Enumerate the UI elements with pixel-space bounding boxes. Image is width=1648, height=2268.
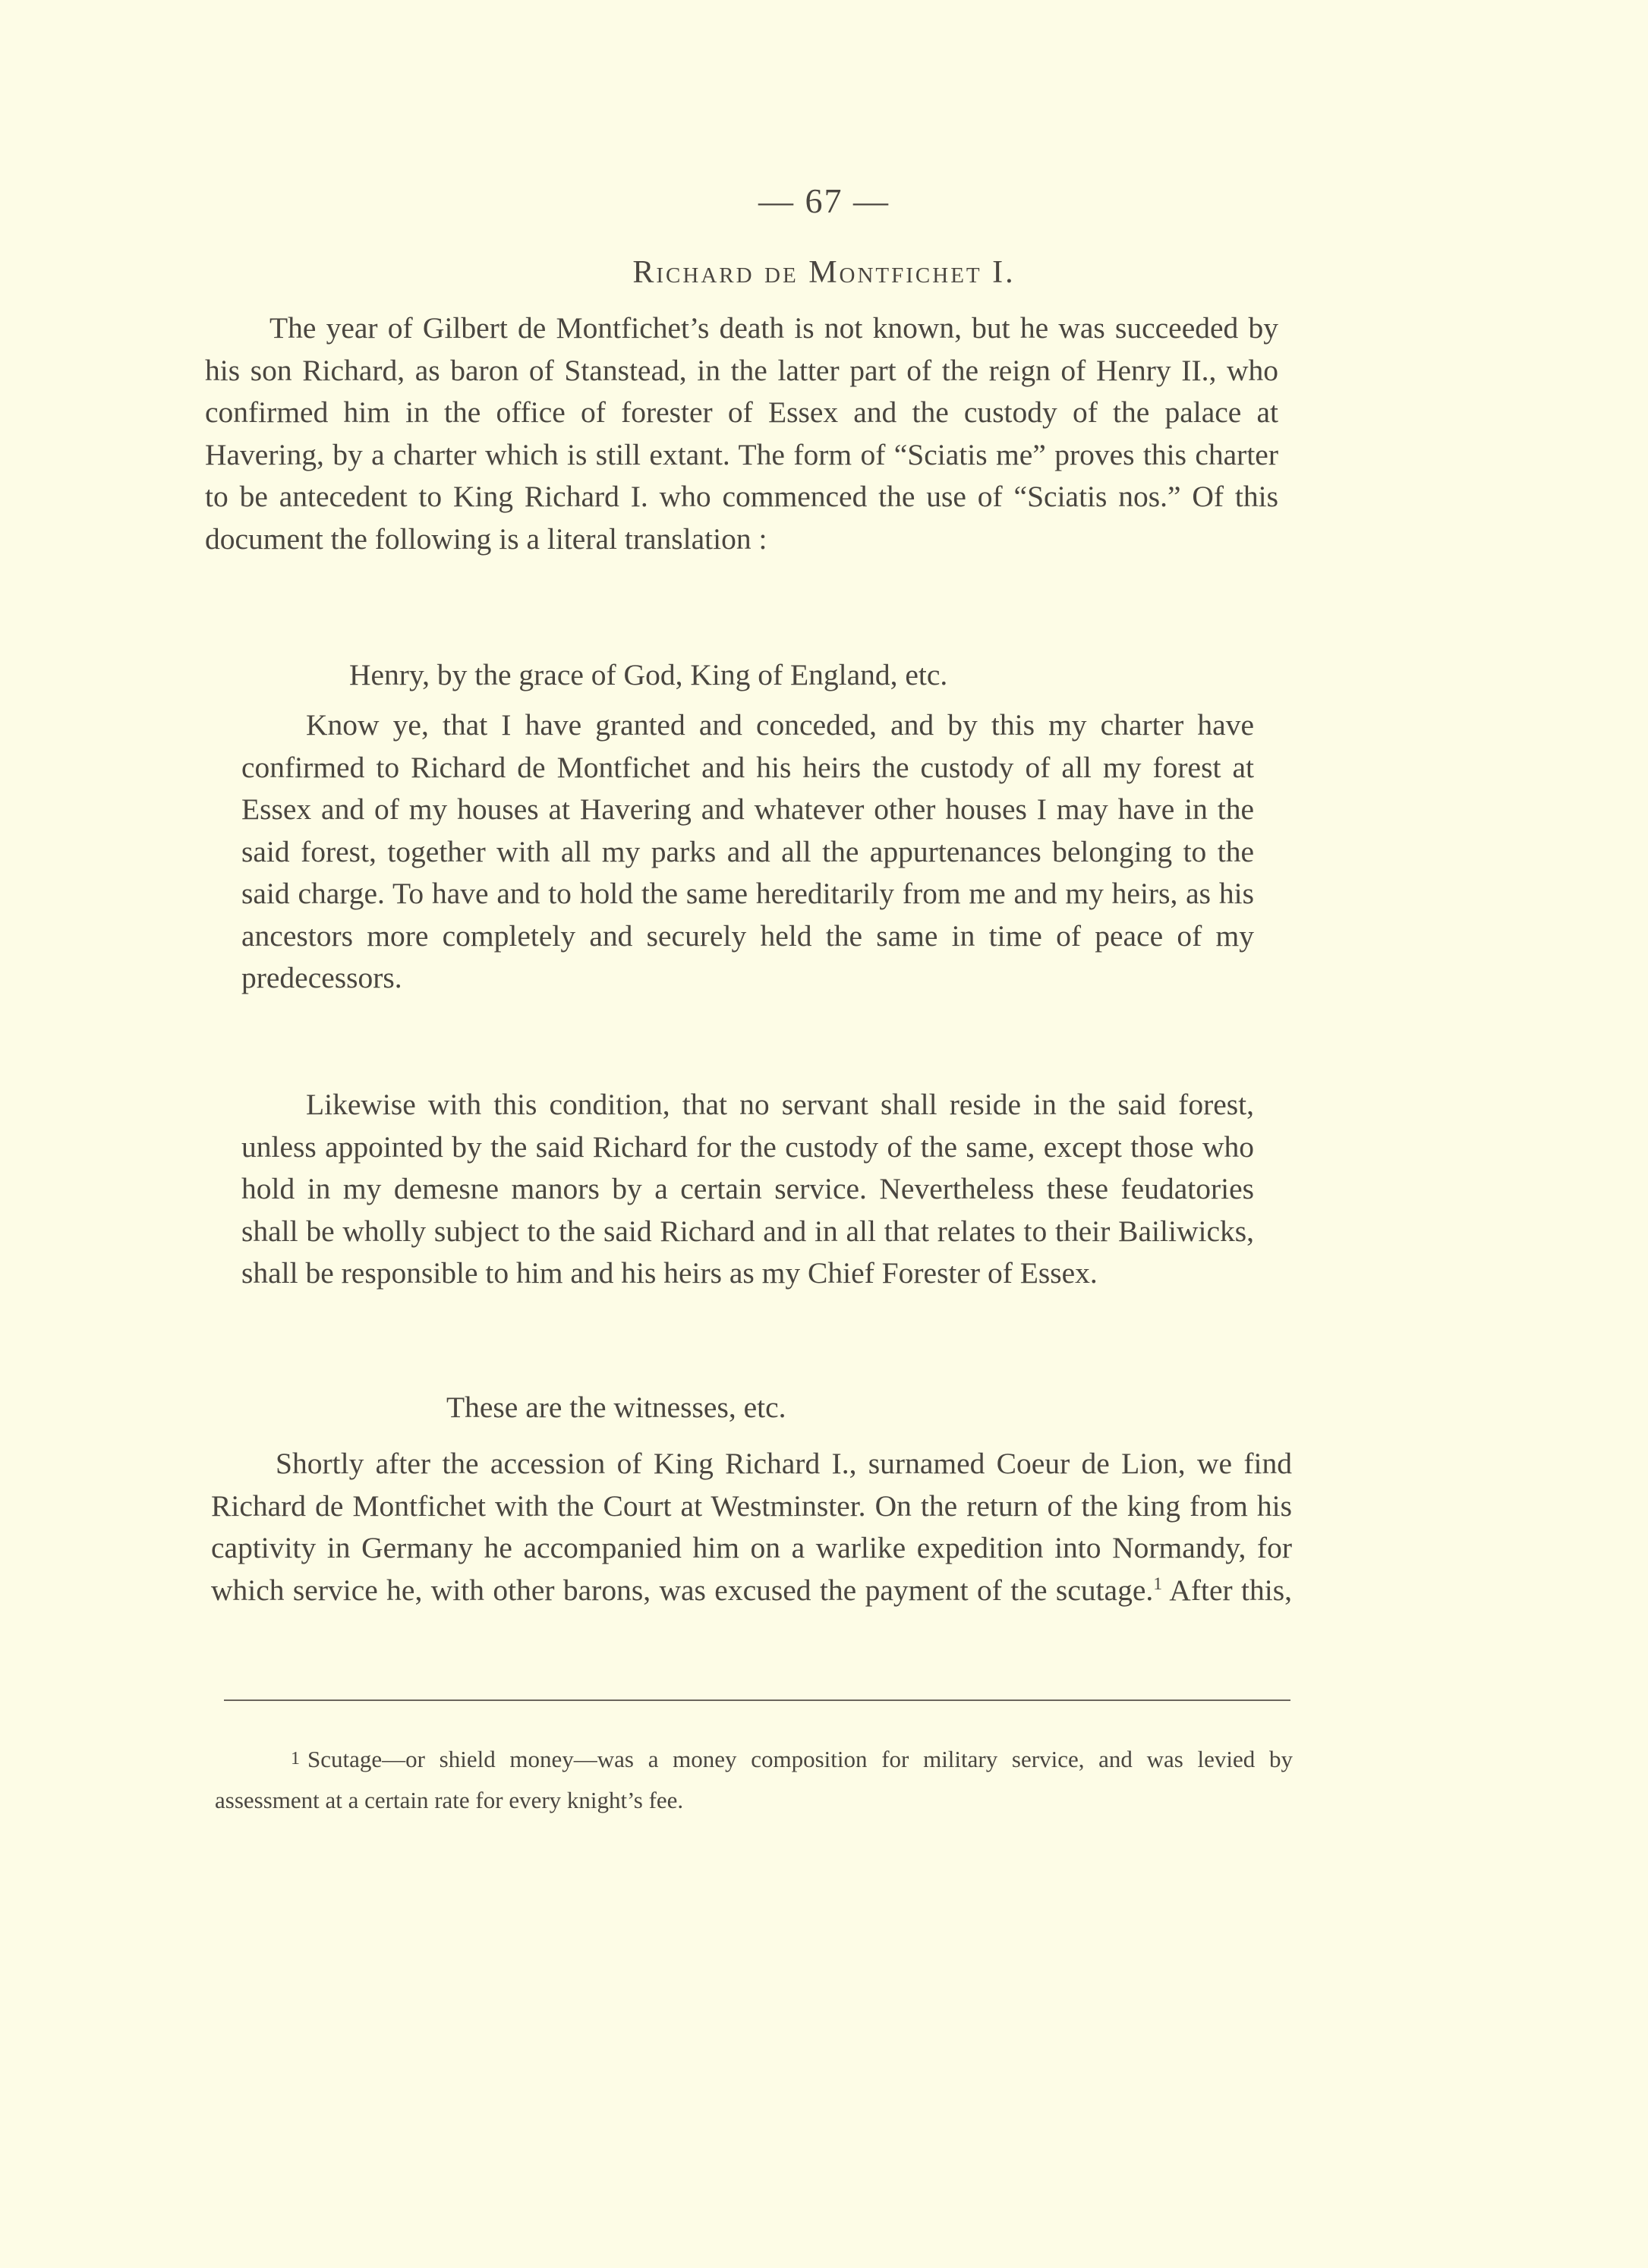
footnote-reference: 1 — [1153, 1573, 1163, 1594]
closing-paragraph-continuation: After this, — [1162, 1573, 1292, 1607]
charter-paragraph-2-block — [241, 1084, 1254, 1295]
closing-paragraph-block — [211, 1443, 1292, 1611]
footnote — [215, 1738, 1293, 1821]
charter-paragraph-1: Know ye, that I have granted and conceded, and by this my charter have confirmed to Richard de Montfichet and his heirs the custody of all my forest at Essex and of my houses at Havering and whatever other houses I may have in the said forest, together with all my parks and all the appurtenances belonging to the said charge. To have and to hold the same hereditarily from me and my heirs, as his ancestors more completely and securely held the same in time of peace of my predecessors. — [241, 708, 1254, 994]
closing-paragraph — [211, 1443, 1292, 1611]
section-heading: Richard de Montfichet I. — [632, 255, 1016, 290]
page-number: — 67 — — [758, 181, 890, 220]
footnote-divider — [224, 1699, 1290, 1701]
charter-witnesses: These are the witnesses, etc. — [446, 1391, 786, 1424]
closing-paragraph-text: Shortly after the accession of King Richard I., surnamed Coeur de Lion, we find Richard de Montfichet with the Court at Westminster. On the return of the king from his captivity in Germany he accompanied him on a warlike expedition into Normandy, for which service he, with other barons, was excused the payment of the scutage. — [211, 1447, 1292, 1607]
charter-paragraph-2: Likewise with this condition, that no servant shall reside in the said forest, unless appointed by the said Richard for the custody of the same, except those who hold in my demesne manors by a certain service. Nevertheless these feudatories shall be wholly subject to the said Richard and in all that relates to their Bailiwicks, shall be responsible to him and his heirs as my Chief Forester of Essex. — [241, 1088, 1254, 1290]
intro-paragraph-block — [205, 307, 1278, 560]
charter-paragraph-1-block — [241, 704, 1254, 1000]
intro-paragraph: The year of Gilbert de Montfichet’s death is not known, but he was succeeded by his son Richard, as baron of Stanstead, in the latter part of the reign of Henry II., who confirmed him in the office of forester of Essex and the custody of the palace at Havering, by a charter which is still extant. The form of “Sciatis me” proves this charter to be antecedent to King Richard I. who commenced the use of “Sciatis nos.” Of this document the following is a literal translation : — [205, 311, 1278, 556]
footnote-text: Scutage—or shield money—was a money composition for military service, and was levied by assessment at a certain rate for every knight’s fee. — [215, 1746, 1293, 1813]
footnote-marker: 1 — [291, 1749, 300, 1769]
charter-salutation: Henry, by the grace of God, King of England, etc. — [349, 658, 948, 691]
